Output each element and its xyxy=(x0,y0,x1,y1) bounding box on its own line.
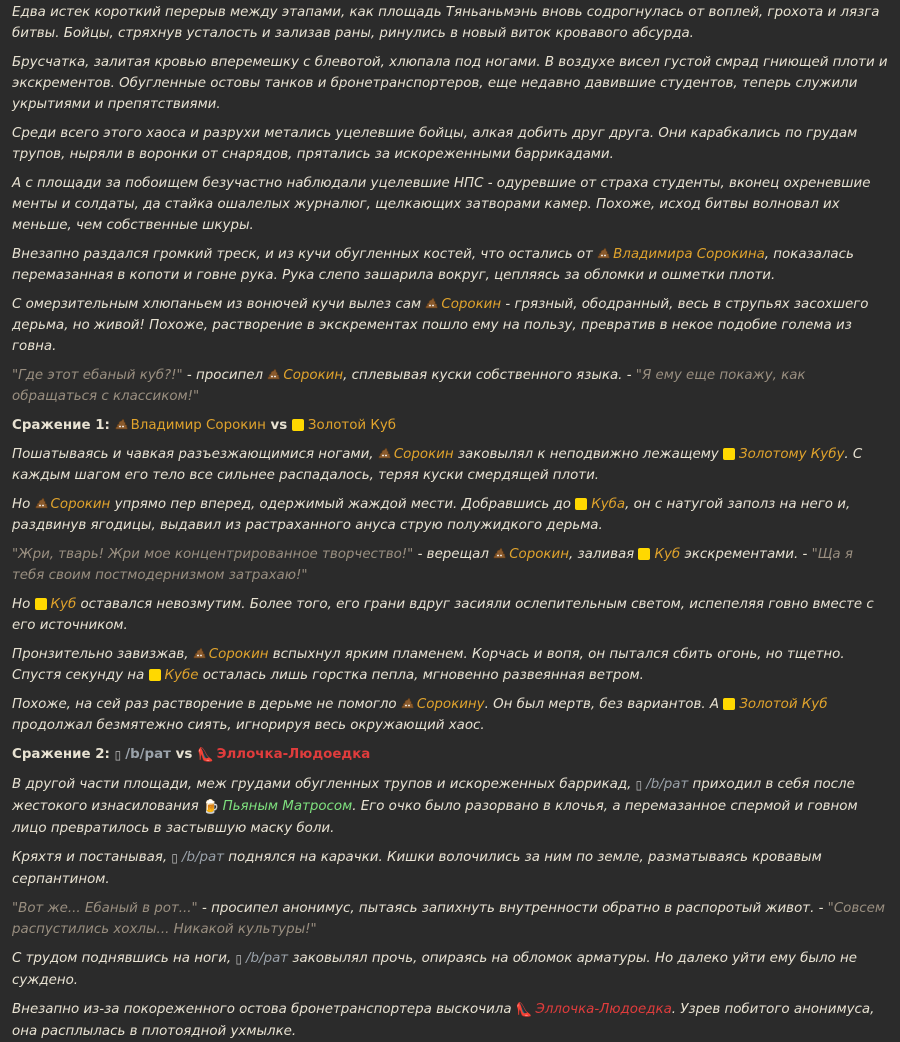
character-name: Куб xyxy=(50,597,77,612)
shoe-icon: 👠 xyxy=(196,748,214,763)
log-paragraph xyxy=(12,594,888,636)
poop-icon xyxy=(378,445,391,456)
log-paragraph xyxy=(12,774,888,839)
narration-text: Но xyxy=(12,597,35,612)
battle-heading xyxy=(12,415,888,436)
quote-text: "Вот же... Ебаный в рот..." xyxy=(12,901,198,916)
quote-text: "Совсем распустились хохлы... Никакой культуры!" xyxy=(12,901,885,937)
log-paragraph xyxy=(12,294,888,357)
narration-text: vs xyxy=(170,747,197,762)
narration-text: заковылял прочь, опираясь на обломок арматуры. Но далеко уйти ему было не суждено. xyxy=(12,951,857,988)
narration-text: Сражение 2: xyxy=(12,747,115,762)
quote-text: "Жри, тварь! Жри мое концентрированное творчество!" xyxy=(12,547,414,562)
narration-text: . Его очко было разорвано в клочья, а перемазанное спермой и говном лицо превратилось в застывшую маску боли. xyxy=(12,799,858,836)
cube-icon xyxy=(638,548,650,560)
character-name: Эллочка-Людоедка xyxy=(535,1002,672,1017)
character-name: Куба xyxy=(591,497,626,512)
narration-text: - просипел анонимус, пытаясь запихнуть внутренности обратно в распоротый живот. - xyxy=(197,901,828,916)
log-paragraph xyxy=(12,123,888,165)
poop-icon xyxy=(493,545,506,556)
poop-icon xyxy=(193,645,206,656)
log-paragraph xyxy=(12,898,888,940)
narration-text: Похоже, на сей раз растворение в дерьме не помогло xyxy=(12,697,401,712)
narration-text: Брусчатка, залитая кровью вперемешку с блевотой, хлюпала под ногами. В воздухе висел густой смрад гниющей плоти и экскрементов. Обугленные остовы танков и бронетранспортеров, еще недавно давившие студентов, теперь служили укрытиями и препятствиями. xyxy=(12,55,888,112)
narration-text: оставался невозмутим. Более того, его грани вдруг засияли ослепительным светом, испепеляя говно вместе с его источником. xyxy=(12,597,874,633)
log-paragraph xyxy=(12,244,888,286)
narration-text: , показалась перемазанная в копоти и говне рука. Рука слепо зашарила вокруг, цепляясь за обломки и ошметки плоти. xyxy=(12,247,854,283)
character-name: Золотому Кубу xyxy=(738,447,845,462)
character-name: Куб xyxy=(654,547,681,562)
character-name: Сорокин xyxy=(50,497,111,512)
cube-icon xyxy=(723,448,735,460)
narration-text: - просипел xyxy=(182,368,268,383)
narration-text: Кряхтя и постанывая, xyxy=(12,850,172,865)
log-paragraph xyxy=(12,694,888,736)
character-name: Владимир Сорокин xyxy=(130,418,266,433)
narration-text: , заливая xyxy=(568,547,639,562)
box-icon: ▯ xyxy=(171,851,178,865)
cube-icon xyxy=(292,419,304,431)
narration-text: Внезапно из-за покореженного остова бронетранспортера выскочила xyxy=(12,1002,516,1017)
narration-text: . Он был мертв, без вариантов. А xyxy=(484,697,724,712)
character-name: Сорокин xyxy=(441,297,502,312)
poop-icon xyxy=(597,245,610,256)
beer-icon: 🍺 xyxy=(202,800,220,815)
poop-icon xyxy=(35,495,48,506)
narration-text: . С каждым шагом его тело все сильнее распадалось, теряя куски смердящей плоти. xyxy=(12,447,863,483)
poop-icon xyxy=(115,416,128,427)
log-paragraph xyxy=(12,365,888,407)
log-paragraph xyxy=(12,544,888,586)
character-name: Кубе xyxy=(164,668,199,683)
character-name: Сорокину xyxy=(416,697,485,712)
character-name: Сорокин xyxy=(283,368,344,383)
narration-text: Пронзительно завизжав, xyxy=(12,647,193,662)
narration-text: - верещал xyxy=(413,547,494,562)
narration-text: Внезапно раздался громкий треск, и из кучи обугленных костей, что остались от xyxy=(12,247,598,262)
narration-text: А с площади за побоищем безучастно наблюдали уцелевшие НПС - одуревшие от страха студенты, вконец охреневшие менты и солдаты, да стайка ошалелых журналюг, щелкающих затворами камер. Похоже, исход битвы волновал их меньше, чем собственные шкуры. xyxy=(12,176,871,233)
narration-text: Сражение 1: xyxy=(12,418,115,433)
narration-text: приходил в себя после жестокого изнасилования xyxy=(12,777,855,814)
narration-text: С омерзительным хлюпаньем из вонючей кучи вылез сам xyxy=(12,297,426,312)
narration-text: Но xyxy=(12,497,35,512)
shoe-icon: 👠 xyxy=(515,1003,533,1018)
character-name: /b/рат xyxy=(646,777,689,792)
log-paragraph xyxy=(12,2,888,44)
narration-text: осталась лишь горстка пепла, мгновенно развеянная ветром. xyxy=(198,668,644,683)
box-icon: ▯ xyxy=(114,748,122,762)
poop-icon xyxy=(267,366,280,377)
narration-text: упрямо пер вперед, одержимый жаждой мести. Добравшись до xyxy=(110,497,576,512)
narration-text: поднялся на карачки. Кишки волочились за ним по земле, разматываясь кровавым серпантином. xyxy=(12,850,822,887)
character-name: Владимира Сорокина xyxy=(613,247,765,262)
quote-text: "Я ему еще покажу, как обращаться с классиком!" xyxy=(12,368,806,404)
narration-text: Среди всего этого хаоса и разрухи метались уцелевшие бойцы, алкая добить друг друга. Они карабкались по грудам трупов, ныряли в воронки от снарядов, прятались за искореженными баррикадами. xyxy=(12,126,858,162)
log-paragraph xyxy=(12,494,888,536)
poop-icon xyxy=(401,695,414,706)
log-paragraph xyxy=(12,444,888,486)
log-paragraph xyxy=(12,173,888,236)
character-name: Золотой Куб xyxy=(307,418,397,433)
log-paragraph xyxy=(12,948,888,991)
narration-text: Пошатываясь и чавкая разъезжающимися ногами, xyxy=(12,447,378,462)
narration-text: , он с натугой заполз на него и, раздвинув ягодицы, выдавил из растраханного ануса струю полужидкого дерьма. xyxy=(12,497,851,533)
character-name: /b/рат xyxy=(181,850,225,865)
narration-text: Едва истек короткий перерыв между этапами, как площадь Тяньаньмэнь вновь содрогнулась от воплей, грохота и лязга битвы. Бойцы, стряхнув усталость и зализав раны, ринулись в новый виток кровавого абсурда. xyxy=(12,5,880,41)
log-paragraph xyxy=(12,52,888,115)
narration-text: продолжал безмятежно сиять, игнорируя весь окружающий хаос. xyxy=(12,718,485,733)
narration-text: экскрементами. - xyxy=(680,547,812,562)
box-icon: ▯ xyxy=(235,952,243,966)
log-paragraph xyxy=(12,847,888,890)
narration-text: вспыхнул ярким пламенем. Корчась и вопя, он пытался сбить огонь, но тщетно. Спустя секунду на xyxy=(12,647,845,683)
character-name: /b/рат xyxy=(125,747,171,762)
character-name: Золотой Куб xyxy=(739,697,828,712)
log-paragraph xyxy=(12,644,888,686)
narration-text: В другой части площади, меж грудами обугленных трупов и искореженных баррикад, xyxy=(12,777,636,792)
cube-icon xyxy=(575,498,587,510)
battle-heading xyxy=(12,744,888,766)
narration-text: С трудом поднявшись на ноги, xyxy=(12,951,236,966)
character-name: Сорокин xyxy=(509,547,569,562)
narration-text: заковылял к неподвижно лежащему xyxy=(453,447,723,462)
log-paragraph xyxy=(12,999,888,1042)
narration-text: , сплевывая куски собственного языка. - xyxy=(343,368,636,383)
narration-text: - грязный, ободранный, весь в струпьях засохшего дерьма, но живой! Похоже, растворение в экскрементах пошло ему на пользу, превратив в некое подобие голема из говна. xyxy=(12,297,869,354)
character-name: Сорокин xyxy=(393,447,454,462)
character-name: /b/рат xyxy=(246,951,289,966)
cube-icon xyxy=(149,669,161,681)
quote-text: "Где этот ебаный куб?!" xyxy=(12,368,183,383)
narration-text: vs xyxy=(265,418,292,433)
character-name: Пьяным Матросом xyxy=(222,799,353,814)
character-name: Эллочка-Людоедка xyxy=(216,747,371,762)
character-name: Сорокин xyxy=(208,647,269,662)
quote-text: "Ща я тебя своим постмодернизмом затрахаю!" xyxy=(12,547,853,583)
poop-icon xyxy=(425,295,438,306)
cube-icon xyxy=(723,698,735,710)
box-icon: ▯ xyxy=(635,778,643,792)
narration-text: . Узрев побитого анонимуса, она расплылась в плотоядной ухмылке. xyxy=(12,1002,875,1039)
cube-icon xyxy=(35,598,47,610)
